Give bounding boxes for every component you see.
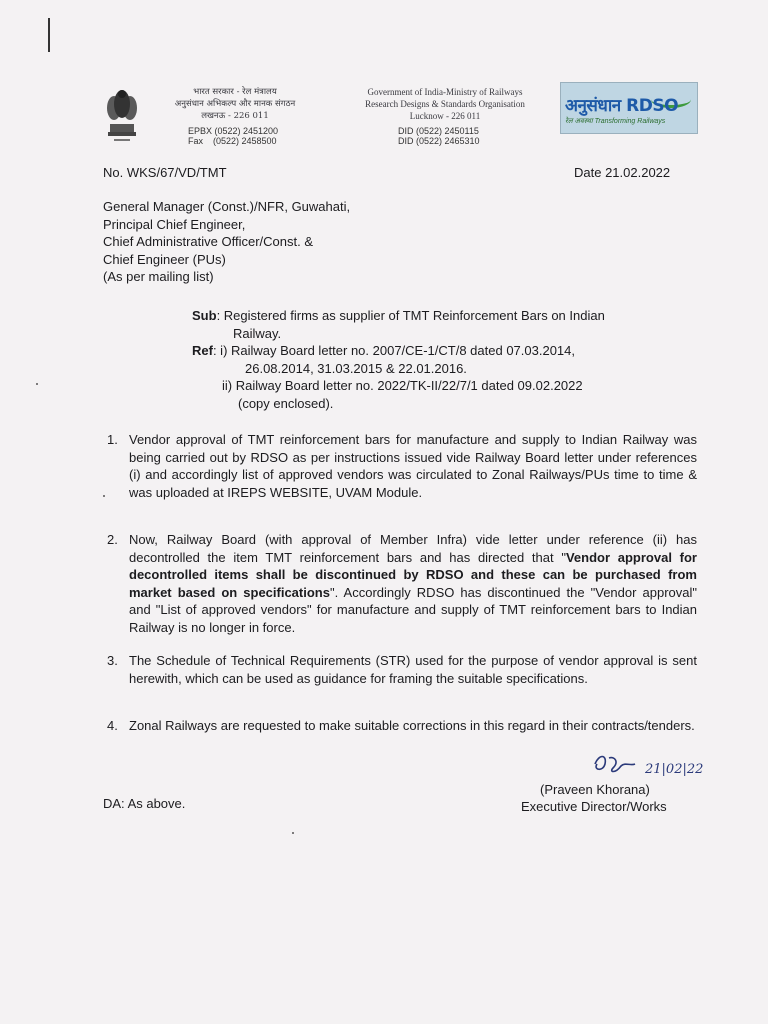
paragraph-text-part: ". Accordingly RDSO has discontinued the "Vendor approval" and "List of approved vendors" for manufacture and supply of TMT reinforcement bars to Indian Railway is no longer in force. xyxy=(129,584,697,635)
addressee-line: Chief Engineer (PUs) xyxy=(103,251,226,267)
paragraph-bold-directive: Vendor approval for decontrolled items shall be discontinued by RDSO and these can be purchased from market based on specifications xyxy=(129,549,697,600)
subject-text: : Registered firms as supplier of TMT Reinforcement Bars on Indian xyxy=(216,308,605,323)
rdso-logo xyxy=(560,82,698,134)
logo-tagline: रेल अवस्था Transforming Railways xyxy=(565,118,666,125)
english-letterhead xyxy=(340,86,550,122)
subject-label: Sub xyxy=(192,308,217,323)
reference-line-ii: ii) Railway Board letter no. 2022/TK-II/22/7/1 dated 09.02.2022 xyxy=(222,378,583,393)
subject-reference-block xyxy=(192,307,702,412)
reference-line-ii-continued: (copy enclosed). xyxy=(238,395,334,411)
phone-line: Fax (0522) 2458500 xyxy=(188,136,277,146)
addressee-line: General Manager (Const.)/NFR, Guwahati, xyxy=(103,199,351,214)
paragraph-text: The Schedule of Technical Requirements (STR) used for the purpose of vendor approval is sent herewith, which can be used as guidance for framing the suitable specifications. xyxy=(129,653,697,686)
scan-speck xyxy=(292,832,294,834)
paragraph-1 xyxy=(107,431,697,501)
paragraph-text xyxy=(129,531,697,636)
hindi-line: लखनऊ - 226 011 xyxy=(201,111,269,121)
phone-line: DID (0522) 2450115 xyxy=(398,126,479,136)
subject-line xyxy=(192,307,702,325)
english-line: Research Designs & Standards Organisation xyxy=(365,99,525,109)
paragraph-text: Vendor approval of TMT reinforcement bars for manufacture and supply to Indian Railway was being carried out by RDSO as per instructions issued vide Railway Board letter under references (i) and accordingly list of approved vendors was circulated to Zonal Railways/PUs time to time & was uploaded at IREPS WEBSITE, UVAM Module. xyxy=(129,432,697,500)
paragraph-2 xyxy=(107,531,697,636)
hindi-line: अनुसंधान अभिकल्प और मानक संगठन xyxy=(174,99,296,109)
english-line: Government of India-Ministry of Railways xyxy=(367,87,523,97)
hindi-line: भारत सरकार - रेल मंत्रालय xyxy=(193,87,277,97)
reference-text: : i) Railway Board letter no. 2007/CE-1/CT/8 dated 07.03.2014, xyxy=(212,343,575,358)
paragraph-number: 3. xyxy=(107,653,118,668)
scan-speck xyxy=(36,383,38,385)
national-emblem-icon xyxy=(100,84,144,146)
phone-numbers-left xyxy=(188,126,278,146)
reference-line xyxy=(192,342,702,360)
signatory-name: (Praveen Khorana) xyxy=(540,782,650,797)
logo-text: अनुसंधान RDSO xyxy=(565,96,679,116)
english-line: Lucknow - 226 011 xyxy=(409,111,481,121)
addressee-line: Principal Chief Engineer, xyxy=(103,216,246,232)
phone-line: EPBX (0522) 2451200 xyxy=(188,126,279,136)
paragraph-4 xyxy=(107,717,697,735)
enclosure-note: DA: As above. xyxy=(103,796,186,811)
reference-number: No. WKS/67/VD/TMT xyxy=(103,165,227,180)
paragraph-text-part: Now, Railway Board (with approval of Member Infra) vide letter under reference (ii) has decontrolled the item TMT reinforcement bars and has directed that " xyxy=(129,532,697,565)
reference-line-continued: 26.08.2014, 31.03.2015 & 22.01.2016. xyxy=(245,360,467,376)
subject-line-continued: Railway. xyxy=(233,325,282,341)
paragraph-number: 2. xyxy=(107,532,118,547)
signature-date: 21|02|22 xyxy=(645,762,704,777)
phone-line: DID (0522) 2465310 xyxy=(398,136,480,146)
paragraph-text: Zonal Railways are requested to make suitable corrections in this regard in their contracts/tenders. xyxy=(129,718,695,733)
paragraph-number: 1. xyxy=(107,432,118,447)
reference-label: Ref xyxy=(192,343,213,358)
addressee-block xyxy=(103,198,350,286)
letter-date: Date 21.02.2022 xyxy=(574,165,671,180)
scan-speck xyxy=(103,495,105,497)
addressee-line: Chief Administrative Officer/Const. & xyxy=(103,234,314,249)
paragraph-3 xyxy=(107,652,697,687)
addressee-line: (As per mailing list) xyxy=(103,269,214,284)
signatory-title: Executive Director/Works xyxy=(521,799,667,814)
phone-numbers-right xyxy=(398,126,480,146)
scan-edge-mark xyxy=(48,18,50,52)
paragraph-number: 4. xyxy=(107,718,118,733)
hindi-letterhead xyxy=(150,86,320,122)
